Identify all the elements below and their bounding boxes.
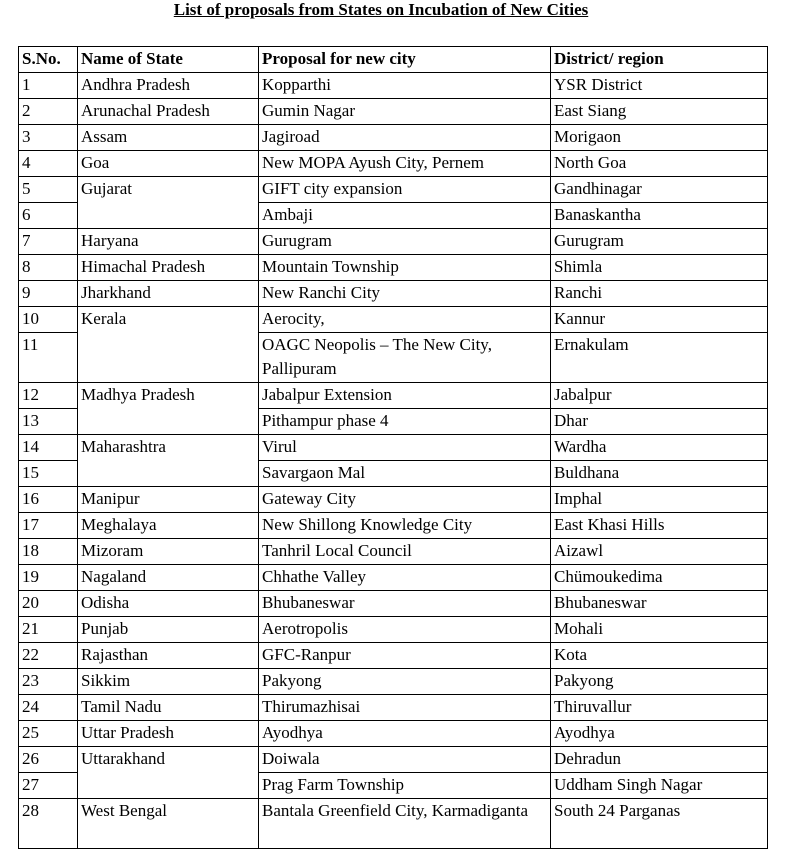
cell-state: Manipur — [78, 487, 259, 513]
cell-state: Nagaland — [78, 565, 259, 591]
cell-proposal: GFC-Ranpur — [259, 643, 551, 669]
cell-state: Haryana — [78, 229, 259, 255]
cell-sno: 4 — [19, 151, 78, 177]
cell-district: Gandhinagar — [551, 177, 768, 203]
header-state: Name of State — [78, 47, 259, 73]
cell-state: Assam — [78, 125, 259, 151]
table-row — [19, 721, 768, 747]
cell-proposal: Gumin Nagar — [259, 99, 551, 125]
table-row — [19, 565, 768, 591]
cell-district: Pakyong — [551, 669, 768, 695]
cell-sno: 17 — [19, 513, 78, 539]
cell-sno: 23 — [19, 669, 78, 695]
cell-sno: 12 — [19, 383, 78, 409]
cell-proposal: New Shillong Knowledge City — [259, 513, 551, 539]
table-row — [19, 487, 768, 513]
table-row — [19, 229, 768, 255]
table-row — [19, 151, 768, 177]
cell-state: Himachal Pradesh — [78, 255, 259, 281]
cell-proposal: Gurugram — [259, 229, 551, 255]
table-body — [19, 73, 768, 849]
cell-sno: 26 — [19, 747, 78, 773]
table-row — [19, 669, 768, 695]
header-sno: S.No. — [19, 47, 78, 73]
cell-proposal: Pakyong — [259, 669, 551, 695]
cell-proposal: New MOPA Ayush City, Pernem — [259, 151, 551, 177]
cell-district: Chümoukedima — [551, 565, 768, 591]
cell-district: East Siang — [551, 99, 768, 125]
cell-state: Uttar Pradesh — [78, 721, 259, 747]
cell-district: East Khasi Hills — [551, 513, 768, 539]
cell-state: West Bengal — [78, 799, 259, 849]
cell-state: Goa — [78, 151, 259, 177]
cell-proposal: Doiwala — [259, 747, 551, 773]
cell-sno: 3 — [19, 125, 78, 151]
cell-sno: 9 — [19, 281, 78, 307]
cell-state: Gujarat — [78, 177, 259, 229]
table-row — [19, 383, 768, 409]
cell-sno: 28 — [19, 799, 78, 849]
cell-district: YSR District — [551, 73, 768, 99]
cell-district: Jabalpur — [551, 383, 768, 409]
table-row — [19, 435, 768, 461]
cell-district: Ranchi — [551, 281, 768, 307]
cell-sno: 19 — [19, 565, 78, 591]
cell-proposal: Mountain Township — [259, 255, 551, 281]
table-row — [19, 307, 768, 333]
cell-state: Meghalaya — [78, 513, 259, 539]
cell-proposal: Kopparthi — [259, 73, 551, 99]
cell-state: Uttarakhand — [78, 747, 259, 799]
cell-state: Madhya Pradesh — [78, 383, 259, 435]
cell-district: Kannur — [551, 307, 768, 333]
cell-district: Shimla — [551, 255, 768, 281]
cell-sno: 20 — [19, 591, 78, 617]
cell-sno: 18 — [19, 539, 78, 565]
cell-sno: 25 — [19, 721, 78, 747]
header-district: District/ region — [551, 47, 768, 73]
cell-proposal: Jabalpur Extension — [259, 383, 551, 409]
document-title: List of proposals from States on Incubation of New Cities — [173, 0, 589, 19]
proposals-table — [18, 46, 768, 849]
cell-sno: 2 — [19, 99, 78, 125]
cell-state: Maharashtra — [78, 435, 259, 487]
table-row — [19, 513, 768, 539]
table-row — [19, 73, 768, 99]
table-header-row — [19, 47, 768, 73]
cell-district: North Goa — [551, 151, 768, 177]
cell-proposal: Prag Farm Township — [259, 773, 551, 799]
cell-proposal: Ayodhya — [259, 721, 551, 747]
cell-district: Ernakulam — [551, 333, 768, 383]
cell-district: Wardha — [551, 435, 768, 461]
cell-proposal: Pithampur phase 4 — [259, 409, 551, 435]
cell-proposal: Chhathe Valley — [259, 565, 551, 591]
cell-district: Ayodhya — [551, 721, 768, 747]
cell-state: Punjab — [78, 617, 259, 643]
cell-sno: 24 — [19, 695, 78, 721]
cell-district: Banaskantha — [551, 203, 768, 229]
cell-sno: 7 — [19, 229, 78, 255]
cell-state: Jharkhand — [78, 281, 259, 307]
cell-proposal: Jagiroad — [259, 125, 551, 151]
table-row — [19, 99, 768, 125]
table-row — [19, 539, 768, 565]
cell-proposal: Virul — [259, 435, 551, 461]
cell-sno: 11 — [19, 333, 78, 383]
table-row — [19, 643, 768, 669]
cell-state: Sikkim — [78, 669, 259, 695]
cell-district: Bhubaneswar — [551, 591, 768, 617]
cell-state: Rajasthan — [78, 643, 259, 669]
cell-state: Tamil Nadu — [78, 695, 259, 721]
table-row — [19, 255, 768, 281]
cell-district: Gurugram — [551, 229, 768, 255]
cell-proposal: Ambaji — [259, 203, 551, 229]
table-row — [19, 125, 768, 151]
cell-sno: 21 — [19, 617, 78, 643]
cell-sno: 16 — [19, 487, 78, 513]
table-row — [19, 177, 768, 203]
cell-district: Uddham Singh Nagar — [551, 773, 768, 799]
cell-district: Imphal — [551, 487, 768, 513]
cell-sno: 1 — [19, 73, 78, 99]
cell-state: Arunachal Pradesh — [78, 99, 259, 125]
table-row — [19, 281, 768, 307]
cell-district: Mohali — [551, 617, 768, 643]
cell-sno: 22 — [19, 643, 78, 669]
cell-proposal: Thirumazhisai — [259, 695, 551, 721]
cell-state: Kerala — [78, 307, 259, 383]
cell-sno: 8 — [19, 255, 78, 281]
cell-district: Buldhana — [551, 461, 768, 487]
cell-sno: 6 — [19, 203, 78, 229]
cell-proposal: New Ranchi City — [259, 281, 551, 307]
table-row — [19, 747, 768, 773]
cell-sno: 15 — [19, 461, 78, 487]
cell-district: Thiruvallur — [551, 695, 768, 721]
table-row — [19, 591, 768, 617]
cell-district: Dhar — [551, 409, 768, 435]
cell-proposal: OAGC Neopolis – The New City, Pallipuram — [259, 333, 551, 383]
cell-sno: 27 — [19, 773, 78, 799]
table-row — [19, 799, 768, 849]
cell-district: Aizawl — [551, 539, 768, 565]
cell-state: Mizoram — [78, 539, 259, 565]
cell-proposal: GIFT city expansion — [259, 177, 551, 203]
cell-proposal: Bhubaneswar — [259, 591, 551, 617]
cell-state: Odisha — [78, 591, 259, 617]
header-proposal: Proposal for new city — [259, 47, 551, 73]
cell-proposal: Aerotropolis — [259, 617, 551, 643]
cell-district: Morigaon — [551, 125, 768, 151]
cell-sno: 14 — [19, 435, 78, 461]
table-row — [19, 695, 768, 721]
cell-proposal: Tanhril Local Council — [259, 539, 551, 565]
cell-proposal: Aerocity, — [259, 307, 551, 333]
cell-proposal: Savargaon Mal — [259, 461, 551, 487]
cell-proposal: Bantala Greenfield City, Karmadiganta — [259, 799, 551, 849]
cell-sno: 10 — [19, 307, 78, 333]
cell-district: South 24 Parganas — [551, 799, 768, 849]
cell-sno: 13 — [19, 409, 78, 435]
cell-district: Dehradun — [551, 747, 768, 773]
cell-proposal: Gateway City — [259, 487, 551, 513]
table-row — [19, 617, 768, 643]
cell-sno: 5 — [19, 177, 78, 203]
cell-state: Andhra Pradesh — [78, 73, 259, 99]
cell-district: Kota — [551, 643, 768, 669]
